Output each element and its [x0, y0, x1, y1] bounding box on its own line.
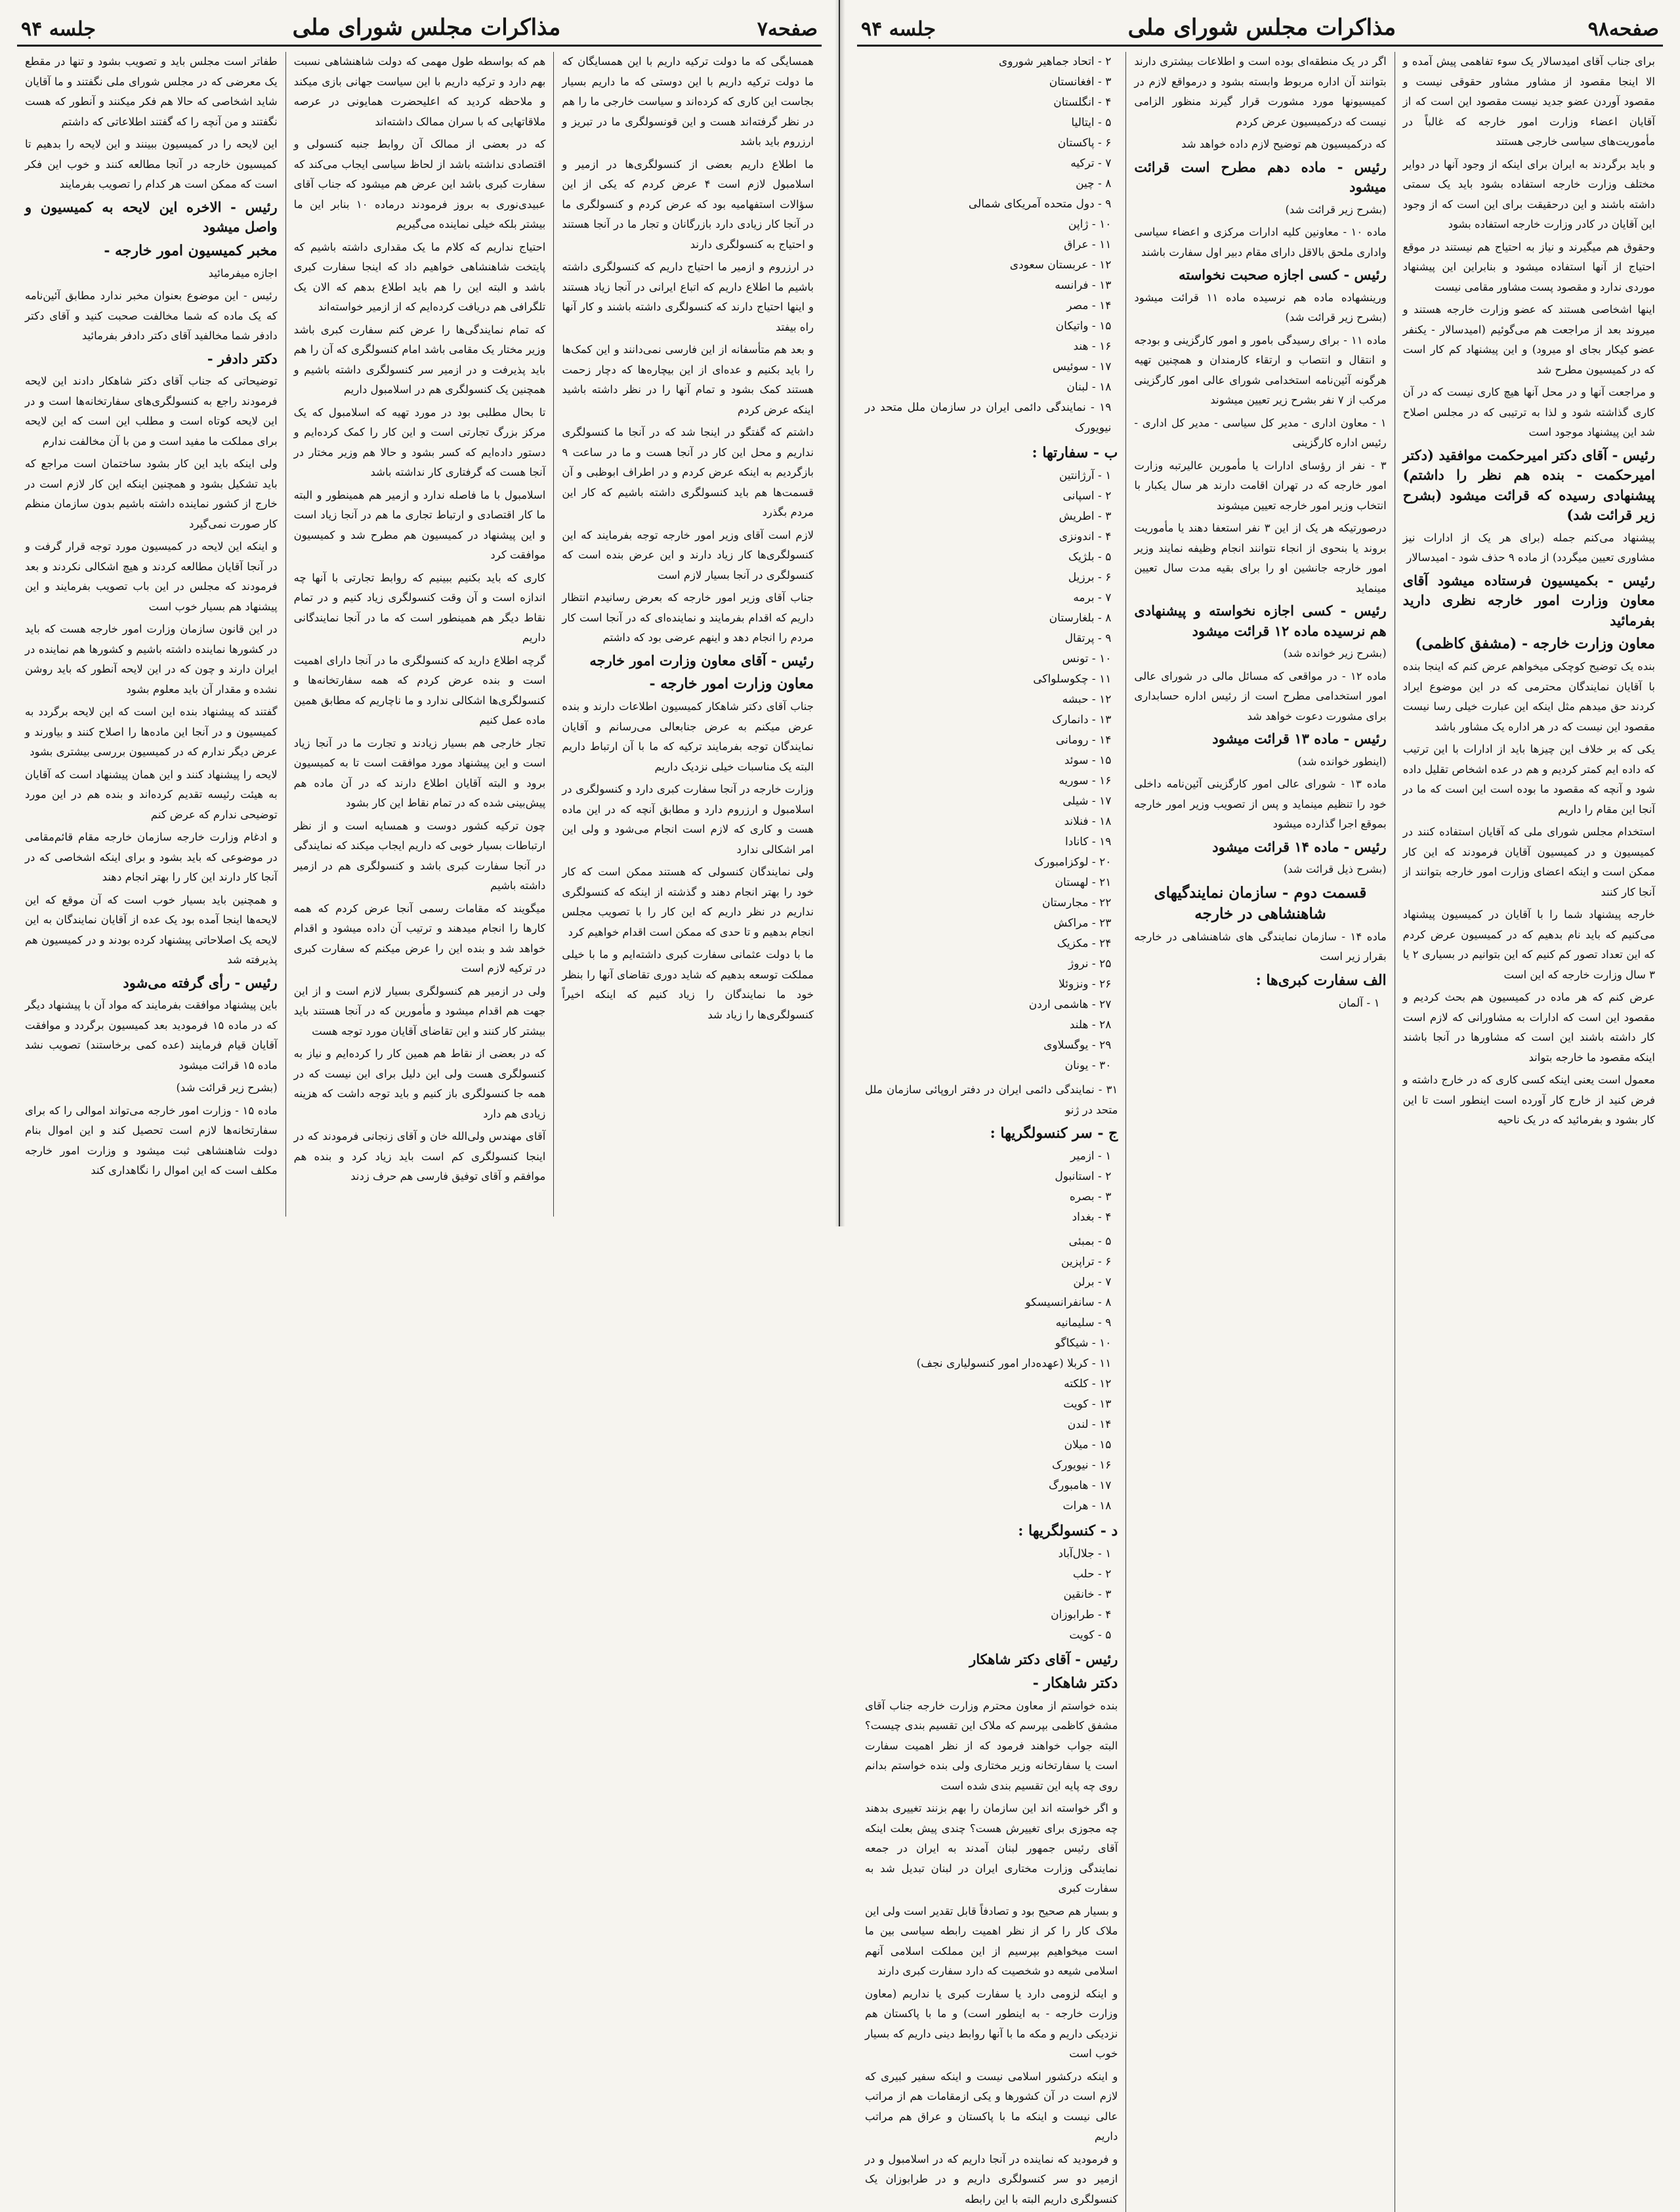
- paragraph: و بسیار هم صحیح بود و تصادفاً قابل تقدیر است ولی این ملاک کار را کر از نظر اهمیت رابطه سیاسی بین ما است میخواهیم بپرسیم از این مملکت اسلامی آنهم اسلامی شیعه دو شخصیت که دارد سفارت کبری دارند: [865, 1904, 1118, 1977]
- paragraph: بنده خواستم از معاون محترم وزارت خارجه جناب آقای مشفق کاظمی بپرسم که ملاک این تقسیم بندی چیست؟ البته جواب خواهند فرمود که از نظر اهمیت سفارت است یا سفارتخانه وزیر مختاری ولی بنده خواستم بدانم روی چه پایه این تقسیم بندی شده است: [865, 1699, 1118, 1792]
- page-title: مذاکرات مجلس شورای ملی: [1127, 14, 1396, 41]
- paragraph: بنده یک توضیح کوچکی میخواهم عرض کنم که اینجا بنده با آقایان نمایندگان محترمی که در این موضوع ایراد کردند حق میدهم مثل اینکه این عبارت خیلی رسا نیست مقصود این نیست که در هر اداره یک مشاور باشد: [1402, 660, 1655, 733]
- speaker-line: رئیس - آقای دکتر امیرحکمت موافقید (دکتر امیرحکمت - بنده هم نظر را داشتم) پیشنهادی رسیده که قرائت میشود (بشرح زیر قرائت شد): [1402, 446, 1655, 523]
- paragraph: وزارت خارجه در آنجا سفارت کبری دارد و کنسولگری در اسلامبول و ارزروم دارد و مطابق آنچه که در این ماده هست و کاری که لازم است انجام می‌شود و ولی این امر اشکالی ندارد: [562, 783, 814, 856]
- paragraph: کاری که باید بکنیم ببینیم که روابط تجارتی با آنها چه اندازه است و آن وقت کنسولگری زیاد کنیم و در تمام نقاط دیگر هم همینطور است که ما در آنجا نمایندگانی داریم: [293, 571, 546, 644]
- list-item: ۱۲ - عربستان سعودی: [1009, 259, 1112, 272]
- list-item: ۳۰ - یونان: [1064, 1059, 1112, 1072]
- paragraph: تجار خارجی هم بسیار زیادند و تجارت ما در آنجا زیاد است و این پیشنهاد مورد موافقت است تا به کمیسیون برود و البته آقایان اطلاع دارند که در آن ماده هم پیش‌بینی شده که در تمام نقاط این کار بشود: [293, 736, 546, 809]
- list-item: ۱ - آلمان: [1338, 996, 1380, 1010]
- list-item: ۵ - بمبئی: [1068, 1235, 1112, 1248]
- paragraph: ولی در ازمیر هم کنسولگری بسیار لازم است و از این جهت هم اقدام میشود و مأمورین که در آنجا هستند باید بیشتر کار کنند و این تقاضای آقایان مورد توجه هست: [293, 984, 546, 1037]
- paragraph: داشتم که گفتگو در اینجا شد که در آنجا ما کنسولگری نداریم و محل این کار در آنجا هست و ما در ساعت ۹ بازگردیم به اینکه عرض کردم و در اطراف ابوظبی و آن قسمت‌ها هم باید کنسولگری داشته باشیم که کار این مردم بگذرد: [562, 426, 814, 518]
- paragraph: ماده ۱۲ - در مواقعی که مسائل مالی در شورای عالی امور استخدامی مطرح است از رئیس اداره حسابداری برای مشورت دعوت خواهد شد: [1134, 669, 1387, 722]
- paragraph: (بشرح زیر قرائت شد): [176, 1081, 278, 1094]
- paragraph: (بشرح زیر قرائت شد): [1285, 203, 1387, 216]
- list-item: ۲۶ - ونزوئلا: [1059, 978, 1112, 991]
- list-item: ۱۰ - تونس: [1062, 652, 1112, 665]
- paragraph: و اینکه درکشور اسلامی نیست و اینکه سفیر کبیری که لازم است در آن کشورها و یکی ازمقامات هم از مراتب عالی نیست و اینکه ما با پاکستان و عراق هم مراتب داریم: [865, 2070, 1118, 2142]
- list-item: ۱۰ - شیکاگو: [1055, 1337, 1112, 1350]
- list-item: ۲۸ - هلند: [1069, 1018, 1112, 1032]
- paragraph: که در بعضی از نقاط هم همین کار را کرده‌ایم و نیاز به کنسولگری هست ولی این دلیل برای این نیست که در همه جا کنسولگری باز کنیم و باید توجه داشت که هزینه زیادی هم دارد: [293, 1047, 546, 1120]
- item-list: [865, 1544, 1118, 1646]
- list-item: ۴ - انگلستان: [1053, 96, 1112, 109]
- paragraph: پیشنهاد می‌کنم جمله (برای هر یک از ادارات نیز مشاوری تعیین میگردد) از ماده ۹ حذف شود - امیدسالار: [1402, 531, 1655, 564]
- subheading: دکتر شاهکار -: [1032, 1674, 1118, 1692]
- book-gutter: [835, 0, 845, 1226]
- paragraph: ورینشهاده ماده هم نرسیده ماده ۱۱ قرائت میشود (بشرح زیر قرائت شد): [1134, 291, 1387, 323]
- subheading: ج - سر کنسولگریها :: [990, 1125, 1118, 1142]
- list-item: ۱۶ - نیویورک: [1051, 1459, 1112, 1472]
- list-item: ۱۰ - ژاپن: [1068, 218, 1112, 231]
- column: [1395, 52, 1663, 2212]
- paragraph: احتیاج نداریم که کلام ما یک مقداری داشته باشیم که پایتخت شاهنشاهی خواهیم داد که اینجا سفارت کبری باشد و البته این را هم باید اطلاع بدهم که الان یک تلگرافی هم دریافت کرده‌ایم که از ازمیر خواسته‌اند: [293, 240, 546, 313]
- paragraph: ما با دولت عثمانی سفارت کبری داشته‌ایم و ما با خیلی مملکت توسعه بدهیم که شاید دوری تقاضای آنها را بنظر خود ما نمایندگان را زیاد کنیم که اینکه اخیراً کنسولگری‌ها را زیاد شد: [562, 948, 814, 1021]
- list-item: ۱۵ - میلان: [1064, 1438, 1112, 1451]
- paragraph: ۳ - نفر از رؤسای ادارات یا مأمورین عالیرتبه وزارت امور خارجه که در تهران اقامت دارند هر سال یکبار با انتخاب وزیر امور خارجه تعیین میشوند: [1134, 459, 1387, 512]
- paragraph: ولی اینکه باید این کار بشود ساختمان است مراجع که باید تشکیل بشود و همچنین اینکه این کار لازم است در خارج از کشور نماینده داشته باشیم بدون سازمان منظم کار صورت نمی‌گیرد: [25, 457, 278, 530]
- subheading: مخبر کمیسیون امور خارجه -: [104, 241, 278, 259]
- subheading: د - کنسولگریها :: [1018, 1522, 1118, 1539]
- list-item: ۸ - سانفرانسیسکو: [1025, 1296, 1112, 1309]
- speaker-line: دکتر دادفر -: [207, 350, 278, 367]
- list-item: ۴ - اندونزی: [1059, 530, 1112, 543]
- list-item: ۱۷ - شیلی: [1062, 795, 1112, 808]
- subheading: معاون وزارت خارجه - (مشفق کاظمی): [1415, 635, 1655, 652]
- column: [553, 52, 822, 1217]
- subheading: الف‌ سفارت کبری‌ها :: [1255, 971, 1387, 989]
- speaker-line: رئیس - کسی اجازه صحبت نخواسته: [1179, 266, 1387, 283]
- paragraph: لایحه را پیشنهاد کنند و این همان پیشنهاد است که آقایان به هیئت رئیسه تقدیم کرده‌اند و بنده هم در این مورد توضیحی ندارم که عرض کنم: [25, 768, 278, 821]
- list-item: ۱۳ - فرانسه: [1055, 279, 1112, 292]
- list-item: ۲۹ - یوگسلاوی: [1043, 1039, 1112, 1052]
- paragraph: این لایحه را در کمیسیون ببینند و این لایحه را بدهیم تا کمیسیون خارجه در آنجا مطالعه کنند و خوب این فکر است که ممکن است هر کدام را تصویب بفرمایند: [25, 138, 278, 190]
- paragraph: عرض کنم که هر ماده در کمیسیون هم بحث کردیم و مقصود این است که ادارات به مشاورانی که لازم است کار داشته باشند این است که مشاورها در آنجا باشند اینکه مقصود ما خارجه بتواند: [1402, 991, 1655, 1064]
- paragraph: چون ترکیه کشور دوست و همسایه است و از نظر ارتباطات بسیار خوبی که داریم ایجاب میکند که نمایندگی در آنجا سفارت کبری باشد و کنسولگری هم در ازمیر داشته باشیم: [293, 819, 546, 892]
- list-item: ۹ - سلیمانیه: [1055, 1316, 1112, 1329]
- list-item: ۲۷ - هاشمی اردن: [1028, 998, 1112, 1011]
- paragraph: همسایگی که ما دولت ترکیه داریم با این همسایگان که ما دولت ترکیه داریم با این دوستی که ما داریم بسیار بجاست این کاری که کرده‌اند و سیاست خارجی ما را هم در نظر گرفته‌اند هست و این قونسولگری ما در تبریز و ارزروم باید باشد: [562, 55, 814, 148]
- speaker-line: رئیس - بکمیسیون فرستاده میشود آقای معاون وزارت امور خارجه نظری دارید بفرمائید: [1402, 572, 1655, 629]
- paragraph: یکی که بر خلاف این چیزها باید از ادارات با این ترتیب که داده ایم کمتر کردیم و هم در عده اشخاص تقلیل داده شود و آنچه که مقصود ما بوده است این است که ما در آنجا این مقام را داریم: [1402, 743, 1655, 816]
- paragraph: ماده ۱۰ - معاونین کلیه ادارات مرکزی و اعضاء سیاسی واداری ملحق بالاقل دارای مقام دبیر اول سفارت باشند: [1134, 226, 1387, 259]
- page-number: صفحه۹۸: [1587, 18, 1659, 41]
- speaker-line: رئیس - کسی اجازه نخواسته و پیشنهادی هم نرسیده ماده ۱۲ قرائت میشود: [1134, 602, 1387, 639]
- column: [1125, 52, 1394, 2212]
- speaker-line: رئیس - رأی گرفته می‌شود: [123, 974, 278, 991]
- list-item: ۵ - بلژیک: [1068, 551, 1112, 564]
- list-item: ۹ - پرتقال: [1064, 632, 1112, 645]
- list-item: ۲ - حلب: [1072, 1568, 1112, 1581]
- item-list: [865, 52, 1118, 438]
- list-item: ۱۸ - فنلاند: [1064, 815, 1112, 828]
- speaker-line: رئیس - آقای معاون وزارت امور خارجه: [589, 652, 814, 669]
- list-item: ۲ - اتحاد جماهیر شوروی: [998, 55, 1112, 68]
- paragraph: میگویند که مقامات رسمی آنجا عرض کردم که همه کارها را انجام میدهند و ترتیب آن داده میشود و اقدام خواهد شد و بنده این را عرض میکنم که سفارت کبری در ترکیه لازم است: [293, 902, 546, 974]
- list-item: ۲۱ - لهستان: [1055, 876, 1112, 889]
- list-item: ۱۹ - نمایندگی دائمی ایران در سازمان ملل متحد در نیویورک: [865, 401, 1112, 434]
- page-title: مذاکرات مجلس شورای ملی: [292, 14, 561, 41]
- item-list: [1134, 993, 1386, 1014]
- list-item: ۶ - پاکستان: [1057, 136, 1112, 150]
- paragraph: اسلامبول با ما فاصله ندارد و ازمیر هم همینطور و البته ما کار اقتصادی و ارتباط تجاری ما هم در آنجا زیاد است و این پیشنهاد در کمیسیون هم مطرح شد و کمیسیون موافقت کرد: [293, 488, 546, 561]
- list-item: ۱ - ازمیر: [1070, 1150, 1112, 1163]
- paragraph: ماده ۱۱ - برای رسیدگی بامور و امور کارگزینی و بودجه و انتقال و انتصاب و ارتقاء کارمندان و همچنین تهیه هرگونه آئین‌نامه استخدامی شورای عالی امور کارگزینی مرکب از ۷ نفر بشرح زیر تعیین میشوند: [1134, 333, 1387, 406]
- list-item: ۱۶ - سوریه: [1059, 774, 1112, 787]
- list-item: ۱۹ - کانادا: [1065, 835, 1112, 848]
- list-item: ۷ - برلن: [1073, 1276, 1112, 1289]
- paragraph: و ادغام وزارت خارجه سازمان خارجه مقام قائم‌مقامی در موضوعی که باید بشود و برای اینکه اشخاصی که در آنجا کار دارند این کار را بهتر انجام دهند: [25, 831, 278, 883]
- right-page-header: [857, 9, 1663, 47]
- paragraph: جناب آقای وزیر امور خارجه که بعرض رسانیدم انتظار داریم که اقدام بفرمایند و نماینده‌ای که در آنجا است کار مردم را انجام دهد و اینهم عرضی بود که داشتم: [562, 591, 814, 644]
- list-item: ۷ - ترکیه: [1070, 157, 1112, 170]
- paragraph: گرچه اطلاع دارید که کنسولگری ما در آنجا دارای اهمیت است و بنده عرض کردم که همه سفارتخانه‌ها و کنسولگری‌ها اشکالی ندارد و ما ناچاریم که مطابق همین ماده عمل کنیم: [293, 654, 546, 726]
- paragraph: خارجه پیشنهاد شما را با آقایان در کمیسیون پیشنهاد می‌کنیم که باید نام بدهیم که در کمیسیون عرض کردم که این تعداد تصور کم کنیم که این بتوانیم در بسیاری ۲ یا ۳ سال وزارت خارجه که این است: [1402, 908, 1655, 981]
- list-item: ۲۵ - نروژ: [1068, 957, 1112, 970]
- paragraph: معمول است یعنی اینکه کسی کاری که در خارج داشته و فرض کنید از خارج کار آورده است اینطور است تا این کار بشود و بفرمائید که در یک ناحیه: [1402, 1074, 1655, 1126]
- list-item: ۱ - آرژانتین: [1059, 469, 1112, 482]
- list-item: ۱۳ - دانمارک: [1052, 713, 1112, 726]
- paragraph: در ارزروم و ازمیر ما احتیاج داریم که کنسولگری داشته باشیم ما اطلاع داریم که اتباع ایرانی در آنجا زیاد هستند و اینها احتیاج دارند که کنسولگری داشته باشند و کار آنها راه بیفتد: [562, 261, 814, 333]
- paragraph: (اینطور خوانده شد): [1297, 755, 1387, 768]
- column: [285, 52, 554, 1217]
- list-item: ۱۸ - هرات: [1062, 1499, 1112, 1513]
- list-item: ۱ - جلال‌آباد: [1058, 1547, 1112, 1560]
- paragraph: که تمام نمایندگی‌ها را عرض کنم سفارت کبری باشد وزیر مختار یک مقامی باشد امام کنسولگری که آن را هم باید پذیرفت و در ازمیر سر کنسولگری داشته باشیم و همچنین یک کنسولگری هم در اسلامبول داریم: [293, 323, 546, 396]
- column: [17, 52, 285, 1217]
- list-item: ۴ - بغداد: [1072, 1211, 1112, 1224]
- session-number: جلسه ۹۴: [21, 18, 96, 41]
- speaker-line: رئیس - آقای دکتر شاهکار: [969, 1651, 1118, 1667]
- paragraph: ماده ۱۴ - سازمان نمایندگی های شاهنشاهی در خارجه بقرار زیر است: [1134, 930, 1387, 963]
- list-item: ۱۲ - حبشه: [1062, 693, 1112, 706]
- item-list: [865, 466, 1118, 1076]
- paragraph: و همچنین باید بسیار خوب است که آن موقع که این لایحه‌ها اینجا آمده بود یک عده از آقایان نمایندگان به این لایحه یک اصلاحاتی پیشنهاد کرده بودند و در کمیسیون هم پذیرفته شد: [25, 893, 278, 966]
- left-page-columns: [17, 52, 822, 1217]
- list-item: ۳ - خانقین: [1063, 1588, 1112, 1601]
- list-item: ۷ - برمه: [1073, 591, 1112, 604]
- list-item: ۱۱ - چکوسلواکی: [1033, 673, 1112, 686]
- list-item: ۹ - دول متحده آمریکای شمالی: [968, 198, 1112, 211]
- paragraph: ۳۱ - نمایندگی دائمی ایران در دفتر اروپائی سازمان ملل متحد در ژنو: [865, 1083, 1118, 1116]
- speaker-line: رئیس - الاخره این لایحه به کمیسیون و واصل میشود: [25, 198, 278, 235]
- list-item: ۸ - بلغارستان: [1049, 612, 1112, 625]
- paragraph: جناب آقای دکتر شاهکار کمیسیون اطلاعات دارند و بنده عرض میکنم به عرض جنابعالی می‌رسانم و آقایان نمایندگان توجه بفرمایند ترکیه که ما با آن ارتباط داریم البته یک مناسبات خیلی نزدیک داریم: [562, 700, 814, 773]
- list-item: ۱۶ - هند: [1073, 340, 1112, 353]
- list-item: ۱۴ - رومانی: [1055, 734, 1112, 747]
- list-item: ۲ - استانبول: [1055, 1170, 1112, 1183]
- paragraph: ۱ - معاون اداری - مدیر کل سیاسی - مدیر کل اداری - رئیس اداره کارگزینی: [1134, 416, 1387, 449]
- paragraph: و باید برگردند به ایران برای اینکه از وجود آنها در دوایر مختلف وزارت خارجه استفاده بشود باید یک سمتی داشته باشند و این درحقیقت برای این است که از وجود این آقایان در کادر وزارت خارجه استفاده بشود: [1402, 157, 1655, 230]
- list-item: ۱۲ - کلکته: [1064, 1377, 1112, 1390]
- paragraph: طفاتر است مجلس باید و تصویب بشود و تنها در مقطع یک معرضی که در مجلس شورای ملی نگفتند و ما آقایان شاید اشخاصی که حالا هم فکر میکنند و آنطور که هست نگفتند و من آنچه را که گفتند اطلاعاتی که داشتم: [25, 55, 278, 128]
- paragraph: و بعد هم متأسفانه از این فارسی نمی‌دانند و این کمک‌ها را باید بکنیم و عده‌ای از این بیچاره‌ها که دچار زحمت هستند کمک بشود و تمام آنها را در نظر داشته باشید اینکه عرض کردم: [562, 343, 814, 416]
- list-item: ۴ - طرابوزان: [1051, 1608, 1112, 1621]
- paragraph: ما اطلاع داریم بعضی از کنسولگری‌ها در ازمیر و اسلامبول لازم است ۴ عرض کردم که یکی از این سؤالات استفهامیه بود که عرض کردم و کنسولگری ما در آنجا کار زیادی دارد بازرگانان و تجار ما در آنجا هستند و احتیاج به کنسولگری دارند: [562, 157, 814, 251]
- paragraph: که درکمیسیون هم توضیح لازم داده خواهد شد: [1181, 138, 1387, 150]
- paragraph: (بشرح ذیل قرائت شد): [1283, 863, 1387, 875]
- list-item: ۱۵ - سوئد: [1064, 754, 1112, 767]
- list-item: ۱۷ - هامبورگ: [1048, 1479, 1112, 1492]
- paragraph: آقای مهندس ولی‌الله خان و آقای زنجانی فرمودند که در اینجا کنسولگری کم است باید زیاد کرد و بنده هم موافقم و آقای توفیق فارسی هم حرف زدند: [293, 1130, 546, 1182]
- column: [857, 52, 1125, 2212]
- list-item: ۲۲ - مجارستان: [1042, 896, 1112, 909]
- paragraph: و اگر خواسته اند این سازمان را بهم بزنند تغییری بدهند چه مجوزی برای تغییرش هست؟ چندی پیش بعلت اینکه آقای رئیس جمهور لبنان آمدند به ایران در جمعه نمایندگی وزارت مختاری ایران در لبنان تبدیل شد به سفارت کبری: [865, 1802, 1118, 1894]
- paragraph: و اینکه این لایحه در کمیسیون مورد توجه قرار گرفت و در آنجا آقایان مطالعه کردند و هیچ اشکالی نکردند و بعد فرمودند که مجلس در این باب تصویب بفرمایند و این پیشنهاد هم بسیار خوب است: [25, 540, 278, 613]
- subheading: معاون وزارت امور خارجه -: [649, 675, 814, 692]
- list-item: ۱۵ - واتیکان: [1055, 320, 1112, 333]
- list-item: ۸ - چین: [1076, 177, 1112, 190]
- speaker-line: رئیس - ماده ۱۴ قرائت میشود: [1212, 838, 1387, 855]
- paragraph: و فرمودید که نماینده در آنجا داریم که در اسلامبول و در ازمیر دو سر کنسولگری داریم و در طرابوزان یک کنسولگری داریم البته با این رابطه: [865, 2152, 1118, 2205]
- session-number: جلسه ۹۴: [861, 18, 936, 41]
- paragraph: در این قانون سازمان وزارت امور خارجه هست که باید در کشورها نماینده داشته باشیم و کشورها هم نماینده در ایران دارند و چون که در این لایحه آنطور که باید روشن نشده و مقدار آن باید معلوم بشود: [25, 623, 278, 696]
- list-item: ۳ - بصره: [1069, 1190, 1112, 1203]
- paragraph: که در بعضی از ممالک آن روابط جنبه کنسولی و اقتصادی نداشته باشد از لحاظ سیاسی ایجاب می‌کند که سفارت کبری باشد این عرض هم میشود که جناب آقای عبیدی‌نوری به بروز فرمودند درماده ۱۰ بنابر این ما بیشتر بلکه خیلی نماینده می‌گیریم: [293, 138, 546, 230]
- subheading: ب - سفارتها :: [1032, 444, 1118, 461]
- paragraph: اینها اشخاصی هستند که عضو وزارت خارجه هستند و میروند بعد از مراجعت هم می‌گوئیم (امیدسالار - یکنفر عضو کیکار بجای او میرود) و این پیشنهاد کم کار است که در کمیسیون مطرح شد: [1402, 303, 1655, 376]
- paragraph: ماده ۱۵ - وزارت امور خارجه می‌تواند اموالی را که برای سفارتخانه‌ها لازم است تحصیل کند و این اموال بنام دولت شاهنشاهی ثبت میشود و وزارت امور خارجه مکلف است که این اموال را نگاهداری کند: [25, 1104, 278, 1177]
- page-number: صفحه۷: [757, 18, 818, 41]
- paragraph: و مراجعت آنها و در محل آنها هیچ کاری نیست که در آن کاری گذاشته شود و لذا به ترتیبی که در مجلس اصلاح شد این پیشنهاد موجود است: [1402, 386, 1655, 438]
- paragraph: اگر در یک منطقه‌ای بوده است و اطلاعات بیشتری دارند بتوانند آن اداره مربوط وابسته بشود و درمواقع لازم در کمیسیونها مورد مشورت قرار گیرند منظور الزامی نیست که درکمیسیون عرض کردم: [1134, 55, 1387, 128]
- item-list: [865, 1232, 1118, 1516]
- section-heading: قسمت دوم - سازمان نمایندگیهای شاهنشاهی در خارجه: [1154, 883, 1367, 923]
- list-item: ۱۷ - سوئیس: [1052, 360, 1112, 373]
- paragraph: تا بحال مطلبی بود در مورد تهیه که اسلامبول که یک مرکز بزرگ تجارتی است و این کار را کمک کرده‌ایم و دستور داده‌ایم که کسر بشود و حالا هم وزیر مختار در آنجا هست که گرفتاری کار نداشته باشد: [293, 406, 546, 478]
- list-item: ۱۴ - لندن: [1067, 1418, 1112, 1431]
- item-list: [865, 1146, 1118, 1228]
- list-item: ۱۸ - لبنان: [1066, 381, 1112, 394]
- paragraph: برای جناب آقای امیدسالار یک سوء تفاهمی پیش آمده و الا اینجا مقصود از مشاور مشاور حقوقی نیست و مقصود آوردن عضو جدید نیست مقصود این است که از آقایان اعضاء وزارت امور خارجه که غالباً در مأموریت‌های سیاسی خارجی هستند: [1402, 55, 1655, 148]
- list-item: ۳ - افغانستان: [1049, 75, 1112, 89]
- paragraph: ولی نمایندگان کنسولی که هستند ممکن است که کار خود را بهتر انجام دهند و گذشته از اینکه که کنسولگری نداریم در نظر داریم که این کار را با تصویب مجلس انجام بدهیم و تا حدی که ممکن است اقدام خواهیم کرد: [562, 866, 814, 938]
- list-item: ۱۱ - عراق: [1064, 238, 1112, 251]
- list-item: ۱۱ - کربلا (عهده‌دار امور کنسولیاری نجف): [916, 1357, 1112, 1370]
- list-item: ۶ - تراپزین: [1061, 1255, 1112, 1268]
- paragraph: استخدام مجلس شورای ملی که آقایان استفاده کنند در کمیسیون و در کمیسیون آقایان فرمودند که این کار ممکن است و اینکه اعضای وزارت امور خارجه بتوانند از آنجا کار کنند: [1402, 825, 1655, 898]
- list-item: ۲۰ - لوکزامبورک: [1034, 856, 1112, 869]
- speaker-line: رئیس - ماده ۱۳ قرائت میشود: [1212, 730, 1387, 747]
- list-item: ۲ - اسپانی: [1062, 490, 1112, 503]
- paragraph: گفتند که پیشنهاد بنده این است که این لایحه برگردد به کمیسیون و در آنجا این ماده‌ها را اصلاح کنند و بیاورند و عرض دیگر ندارم که در کمیسیون بررسی بیشتری بشود: [25, 705, 278, 758]
- list-item: ۳ - اطریش: [1059, 510, 1112, 523]
- paragraph: هم که بواسطه طول مهمی که دولت شاهنشاهی نسبت بهم دارد و ترکیه داریم با این سیاست جهانی بازی میکند و ملاحظه کردید که اعلیحضرت همایونی در عرصه ملاقاتهایی که با سران ممالک داشته‌اند: [293, 55, 546, 128]
- right-page-columns: [857, 52, 1663, 2205]
- left-page-header: [17, 9, 822, 47]
- speaker-line: رئیس - ماده دهم مطرح است قرائت میشود: [1134, 158, 1387, 195]
- list-item: ۵ - کویت: [1069, 1629, 1112, 1642]
- paragraph: (بشرح زیر خوانده شد): [1283, 647, 1387, 659]
- list-item: ۶ - برزیل: [1068, 571, 1112, 584]
- paragraph: لازم است آقای وزیر امور خارجه توجه بفرمایند که این کنسولگری‌ها کار زیاد دارند و این عرض بنده است که کنسولگری در آنجا بسیار لازم است: [562, 528, 814, 581]
- list-item: ۵ - ایتالیا: [1071, 116, 1112, 129]
- list-item: ۱۴ - مصر: [1066, 299, 1112, 312]
- list-item: ۱۳ - کویت: [1063, 1398, 1112, 1411]
- paragraph: رئیس - این موضوع بعنوان مخبر ندارد مطابق آئین‌نامه که یک ماده که شما مخالفت صحبت کنید و آقای دکتر دادفر شما مخالفید آقای دکتر دادفر بفرمائید: [25, 289, 278, 342]
- paragraph: اجازه میفرمائید: [208, 266, 278, 280]
- paragraph: وحقوق هم میگیرند و نیاز به احتیاج هم نیستند در موقع احتیاج از آنها استفاده میشود و بنابراین این پیشنهاد موردی ندارد و مقصود پست مشاور مقامی نیست: [1402, 240, 1655, 293]
- paragraph: ماده ۱۳ - شورای عالی امور کارگزینی آئین‌نامه داخلی خود را تنظیم مینماید و پس از تصویب وزیر امور خارجه بموقع اجرا گذارده میشود: [1134, 778, 1387, 830]
- paragraph: و اینکه لزومی دارد یا سفارت کبری یا نداریم (معاون وزارت خارجه - به اینطور است) و ما با پاکستان هم نزدیکی داریم و مکه ما با آنها روابط دینی داریم که بسیار خوب است: [865, 1987, 1118, 2060]
- list-item: ۲۴ - مکزیک: [1057, 937, 1112, 950]
- paragraph: درصورتیکه هر یک از این ۳ نفر استعفا دهند یا مأموریت بروند یا بنحوی از انجاء نتوانند انجام وظیفه نمایند وزیر امور خارجه جانشین او را برای بقیه مدت سال تعیین مینماید: [1134, 522, 1387, 595]
- right-page: [840, 0, 1680, 2205]
- left-page: [0, 0, 840, 1226]
- paragraph: باین پیشنهاد موافقت بفرمایند که مواد آن با پیشنهاد دیگر که در ماده ۱۵ فرمودید بعد کمیسیون برگردد و موافقت آقایان قیام فرمایند (عده کمی برخاستند) تصویب نشد ماده ۱۵ قرائت میشود: [25, 999, 278, 1072]
- paragraph: توضیحاتی که جناب آقای دکتر شاهکار دادند این لایحه فرمودند راجع به کنسولگری‌های سفارتخانه‌ها است و در این لایحه کوتاه است و مطلب این است که این لایحه برای مملکت ما مفید است و من با آن مخالفت ندارم: [25, 375, 278, 448]
- list-item: ۲۳ - مراکش: [1053, 917, 1112, 930]
